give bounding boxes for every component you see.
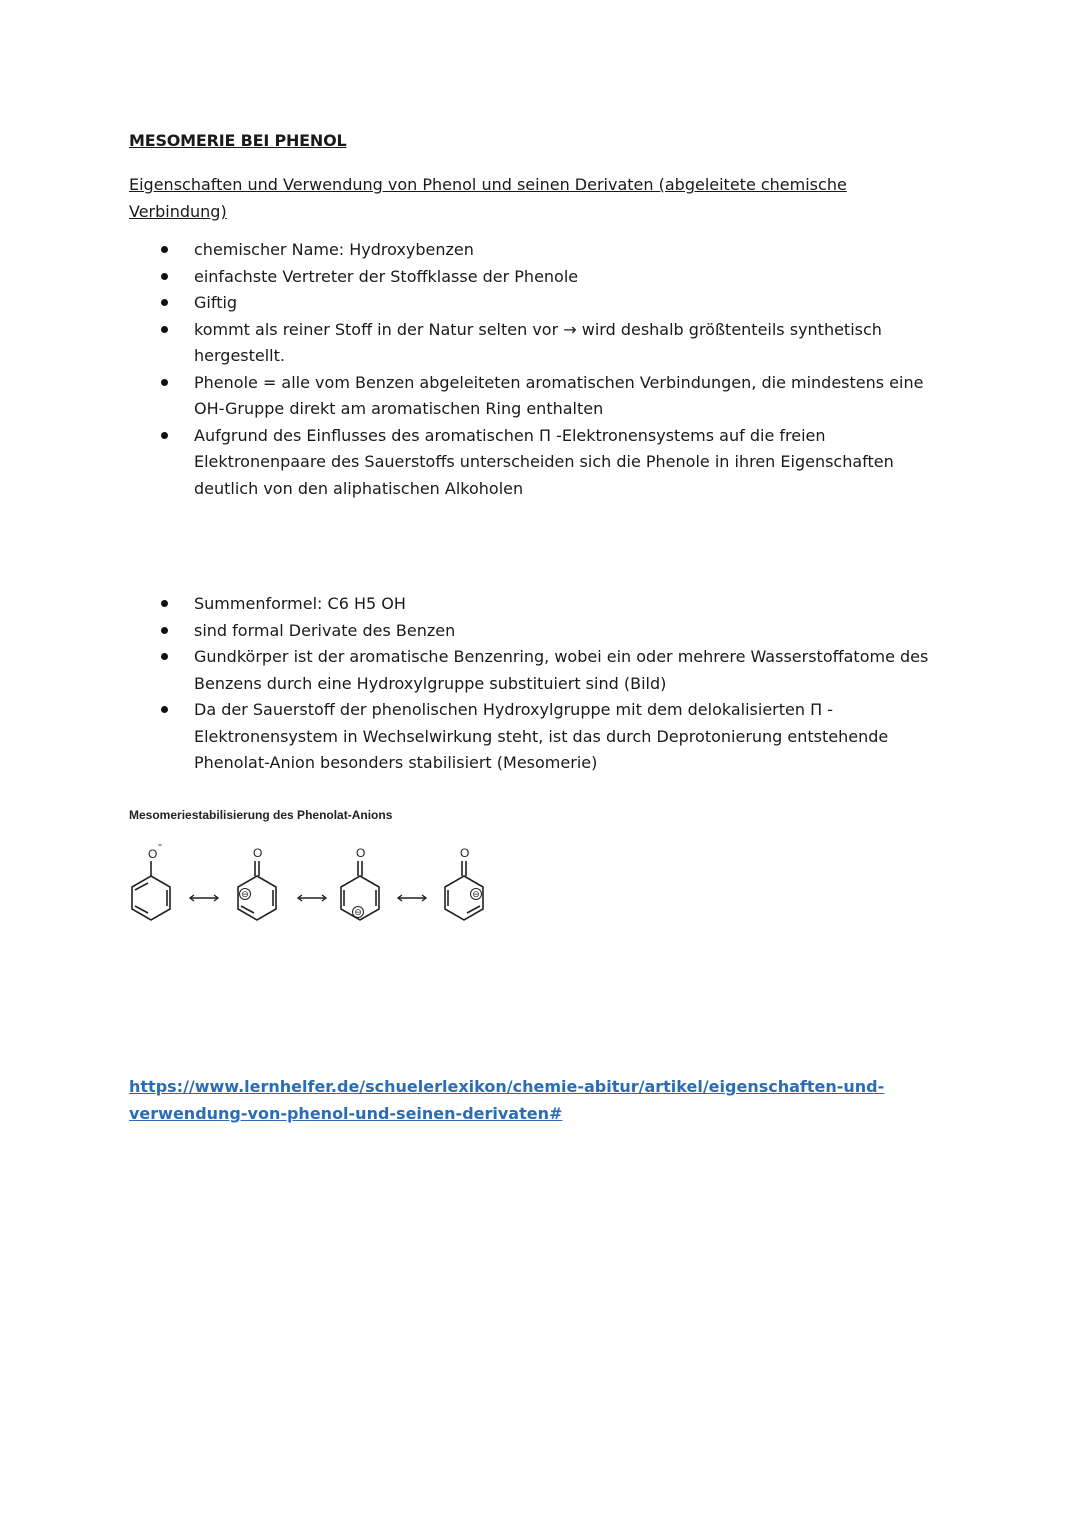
- list-item: einfachste Vertreter der Stoffklasse der Phenole: [129, 264, 959, 291]
- figure-caption: Mesomeriestabilisierung des Phenolat-Anions: [129, 808, 393, 822]
- resonance-arrow: [398, 895, 426, 901]
- list-item: sind formal Derivate des Benzen: [129, 618, 959, 645]
- resonance-structure-2: [238, 846, 276, 920]
- oxygen-label: O: [253, 846, 263, 860]
- list-item: Gundkörper ist der aromatische Benzenring, wobei ein oder mehrere Wasserstoffatome des Benzens durch eine Hydroxylgruppe substituiert sind (Bild): [129, 644, 959, 697]
- resonance-structure-3: [341, 846, 379, 920]
- negative-charge-label: ⊖: [354, 907, 362, 917]
- list-item: Da der Sauerstoff der phenolischen Hydroxylgruppe mit dem delokalisierten Π -Elektronensystem in Wechselwirkung steht, ist das durch Deprotonierung entstehende Phenolat-Anion besonders stabilisiert (Mesomerie): [129, 697, 959, 777]
- resonance-arrow: [190, 895, 218, 901]
- list-item: Aufgrund des Einflusses des aromatischen Π -Elektronensystems auf die freien Elektronenpaare des Sauerstoffs unterscheiden sich die Phenole in ihren Eigenschaften deutlich von den aliphatischen Alkoholen: [129, 423, 959, 503]
- source-link[interactable]: https://www.lernhelfer.de/schuelerlexikon/chemie-abitur/artikel/eigenschaften-und-verwendung-von-phenol-und-seinen-derivaten#: [129, 1077, 885, 1123]
- oxygen-label: O: [148, 847, 158, 861]
- property-list-2: [129, 591, 959, 777]
- list-item: Giftig: [129, 290, 959, 317]
- list-item: Summenformel: C6 H5 OH: [129, 591, 959, 618]
- oxygen-label: O: [460, 846, 470, 860]
- list-item: kommt als reiner Stoff in der Natur selten vor → wird deshalb größtenteils synthetisch hergestellt.: [129, 317, 959, 370]
- document-title: MESOMERIE BEI PHENOL: [129, 131, 347, 150]
- negative-charge-label: ⊖: [472, 889, 480, 899]
- resonance-structure-4: [445, 846, 483, 920]
- negative-charge-label: ⊖: [241, 889, 249, 899]
- resonance-arrow: [298, 895, 326, 901]
- property-list-1: [129, 237, 959, 502]
- minus-label: -: [158, 837, 162, 851]
- oxygen-label: O: [356, 846, 366, 860]
- document-subtitle: Eigenschaften und Verwendung von Phenol und seinen Derivaten (abgeleitete chemische Verbindung): [129, 175, 847, 221]
- resonance-structure-1: [132, 837, 170, 920]
- phenolate-resonance-figure: [124, 836, 504, 931]
- list-item: chemischer Name: Hydroxybenzen: [129, 237, 959, 264]
- list-item: Phenole = alle vom Benzen abgeleiteten aromatischen Verbindungen, die mindestens eine OH-Gruppe direkt am aromatischen Ring enthalten: [129, 370, 959, 423]
